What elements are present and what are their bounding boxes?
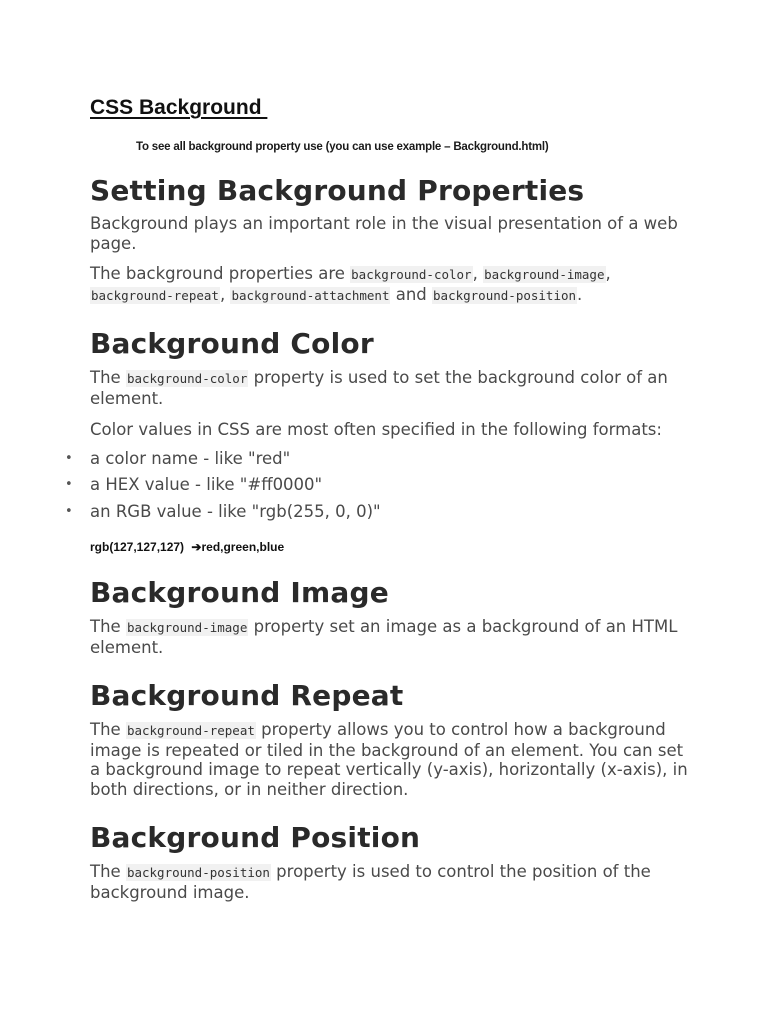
code-background-image: background-image [484,267,605,282]
color-formats-intro: Color values in CSS are most often specified in the following formats: [90,420,662,439]
code-background-repeat-inline: background-repeat [126,723,255,738]
background-color-description [90,368,690,408]
code-background-attachment: background-attachment [231,287,390,303]
list-item: • a HEX value - like "#ff0000" [90,472,690,499]
period: . [577,284,583,304]
heading-setting-background-properties: Setting Background Properties [90,174,585,207]
background-repeat-description [90,720,690,799]
br-prefix: The [90,720,126,739]
comma-1: , [472,264,484,283]
arrow-right-icon: ➔ [191,540,202,554]
bc-prefix: The [90,368,126,387]
comma-2: , [605,264,611,283]
heading-background-color: Background Color [90,327,374,360]
background-image-description [90,617,690,657]
rgb-note-value: rgb(127,127,127) [90,540,185,554]
rgb-note [90,539,690,555]
rgb-note-text: red,green,blue [201,540,285,554]
properties-list-paragraph [90,264,690,305]
color-formats-list [90,446,690,526]
bi-prefix: The [90,617,126,636]
document-title: CSS Background [90,96,268,119]
example-file-note: To see all background property use (you can use example – Background.html) [136,141,549,153]
and-text: and [390,284,433,304]
code-background-color-inline: background-color [126,371,248,386]
bc-suffix: property is used to set the background color of an element. [90,368,668,408]
bp-prefix: The [90,862,126,881]
code-background-repeat: background-repeat [91,287,219,303]
heading-background-image: Background Image [90,576,389,609]
article-body [90,172,690,902]
properties-prefix: The background properties are [90,264,351,283]
heading-background-repeat: Background Repeat [90,679,404,712]
list-item: • a color name - like "red" [90,446,690,473]
code-background-position: background-position [433,287,577,303]
intro-paragraph: Background plays an important role in the visual presentation of a web page. [90,214,678,253]
br-suffix: property allows you to control how a background image is repeated or tiled in the background of an element. You can set a background image to repeat vertically (y-axis), horizontally (x-axis), in both directions, or in neither direction. [90,720,688,799]
heading-background-position: Background Position [90,821,421,854]
code-background-color: background-color [351,267,472,282]
code-background-image-inline: background-image [126,620,248,635]
code-background-position-inline: background-position [126,865,270,880]
bp-suffix: property is used to control the position of the background image. [90,862,651,902]
comma-3: , [219,284,231,304]
background-position-description [90,862,690,902]
list-item: • an RGB value - like "rgb(255, 0, 0)" [90,499,690,526]
bi-suffix: property set an image as a background of an HTML element. [90,617,678,657]
